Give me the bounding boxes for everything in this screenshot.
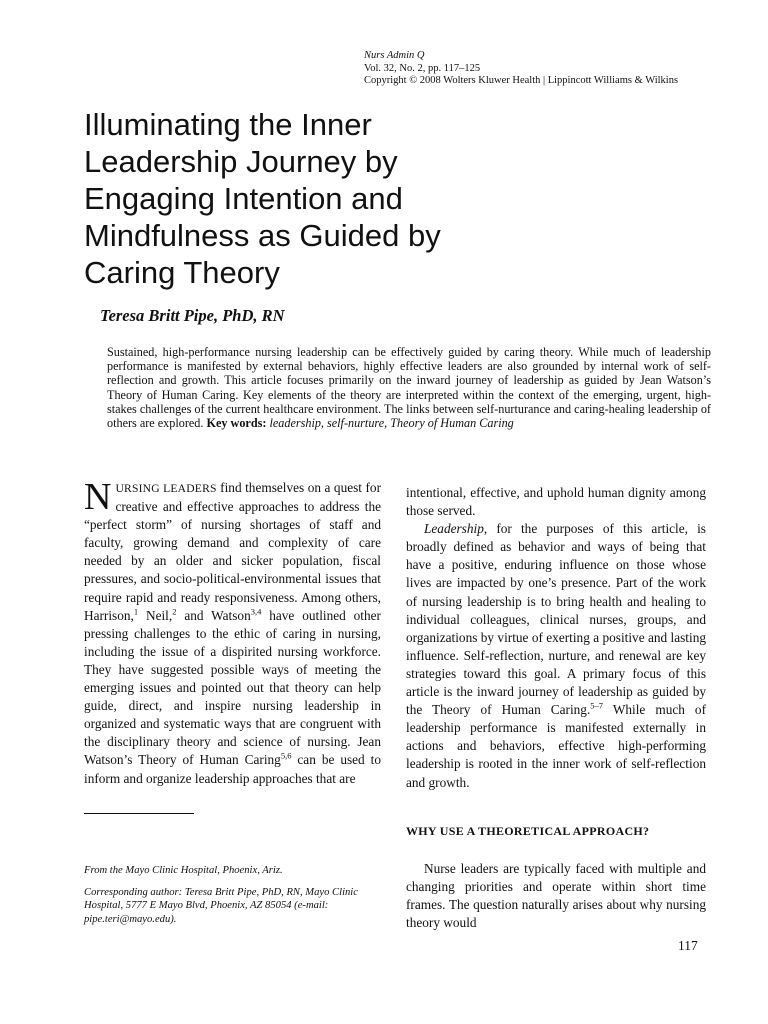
body-text: While much of leadership performance is manifested externally in actions and behaviors, effective high-performing leadership is rooted in the inner work of self-reflection and growth. [406,702,707,790]
lead-in: URSING LEADERS [115,482,217,495]
body-text: have outlined other pressing challenges to the ethic of caring in nursing, including the issue of a dispirited nursing workforce. They have suggested possible ways of meeting the emerging issues and pointed out that theory can help guide, direct, and inspire nursing leadership in organized and systematic ways that are congruent with the disciplinary theory and science of nursing. Jean Watson’s Theory of Human Caring [84,607,381,768]
body-text: and Watson [176,607,251,623]
drop-cap: N [84,476,112,518]
author-name: Teresa Britt Pipe, PhD, RN [100,306,285,325]
journal-copyright: Copyright © 2008 Wolters Kluwer Health | Lippincott Williams & Wilkins [364,75,679,86]
keywords-label: Key words: [206,416,267,431]
paragraph [406,520,706,791]
correspondence-note: Corresponding author: Teresa Britt Pipe, PhD, RN, Mayo Clinic Hospital, 5777 E Mayo Blvd, Phoenix, AZ 85054 (e-mail: pipe.teri@mayo.edu). [84,887,358,925]
citation: 5,6 [280,750,292,761]
body-text: find themselves on a quest for creative and effective approaches to address the “perfect storm” of nursing shortages of staff and faculty, growing demand and complexity of care needed by an older and sicker population, fiscal pressures, and socio-political-environmental issues that require rapid and ready responsiveness. Among others, Harrison, [84,480,382,623]
article-title [84,106,644,291]
body-column-left [84,476,382,788]
body-text: , for the purposes of this article, is broadly defined as behavior and ways of being that have a positive, enduring influence on those whose lives are impacted by one’s presence. Part of the work of nursing leadership is to bring health and healing to individual colleagues, clinical nurses, groups, and organizations by virtue of exerting a positive and lasting influence. Self-reflection, nurture, and renewal are key strategies toward this goal. A primary focus of this article is the inward journey of leadership as guided by the Theory of Human Caring. [406,521,706,718]
title-line: Leadership Journey by [84,144,398,179]
paragraph: Nurse leaders are typically faced with multiple and changing priorities and operate within short time frames. The question naturally arises about why nursing theory would [406,861,706,931]
citation: 2 [172,606,177,617]
section-heading: WHY USE A THEORETICAL APPROACH? [406,824,650,838]
footnotes [84,864,384,935]
page-number: 117 [678,938,698,953]
title-line: Illuminating the Inner [84,107,372,142]
abstract-text: Sustained, high-performance nursing leadership can be effectively guided by caring theory. While much of leadership performance is manifested by external behaviors, highly effective leaders are also grounded by internal work of self-reflection and growth. This article focuses primarily on the inward journey of leadership as guided by Jean Watson’s Theory of Human Caring. Key elements of the theory are interpreted within the context of the emerging, urgent, high-stakes challenges of the current healthcare environment. The links between self-nurturance and caring-healing leadership of others are explored. [107,345,711,431]
body-text: can be used to inform and organize leadership approaches that are [84,752,381,786]
citation: 1 [133,606,139,617]
journal-name: Nurs Admin Q [364,50,425,61]
body-text: Neil, [138,607,173,623]
title-line: Caring Theory [84,255,280,290]
affiliation-note: From the Mayo Clinic Hospital, Phoenix, Ariz. [84,865,283,876]
journal-header [364,50,724,88]
title-line: Mindfulness as Guided by [84,218,441,253]
citation: 3,4 [250,606,262,617]
citation: 5–7 [590,700,604,711]
keywords-list: leadership, self-nurture, Theory of Human Caring [269,416,514,431]
paragraph: intentional, effective, and uphold human dignity among those served. [406,485,706,519]
body-column-right [406,484,706,792]
abstract [107,345,711,430]
title-line: Engaging Intention and [84,181,403,216]
defined-term: Leadership [424,521,484,537]
footnote-rule [84,813,194,814]
journal-volume: Vol. 32, No. 2, pp. 117–125 [364,62,481,74]
